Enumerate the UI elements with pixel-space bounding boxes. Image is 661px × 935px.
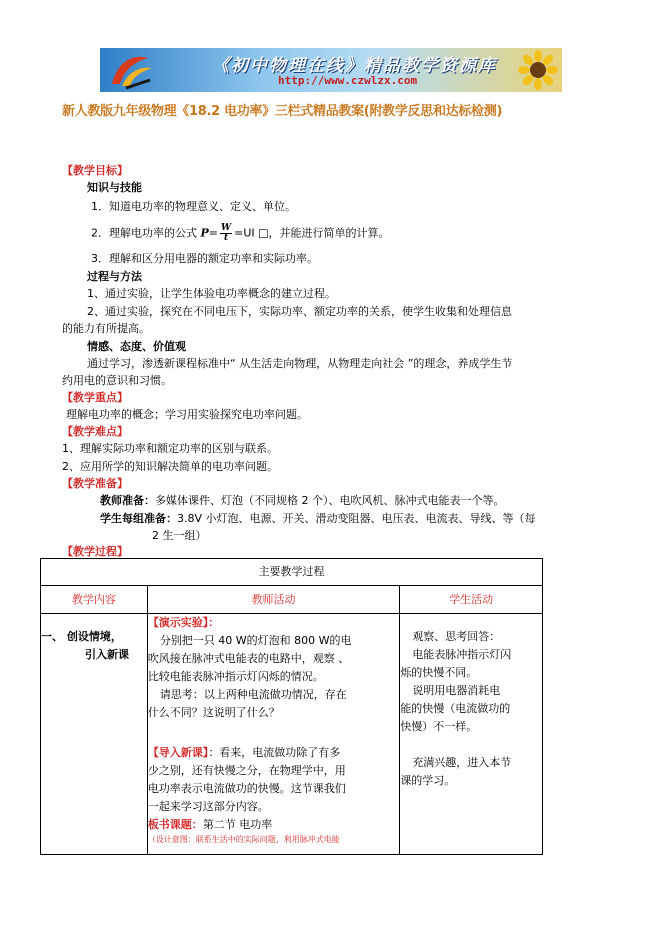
process-item-1: 1、通过实验，让学生体验电功率概念的建立过程。 [87, 287, 336, 300]
demo-label: 【演示实验】： [147, 616, 220, 629]
banner-title: 《初中物理在线》精品教学资源库 [212, 56, 497, 76]
emotion-item-1a: 通过学习，渗透新课程标准中“ 从生活走向物理，从物理走向社会 ”的理念，养成学生节 [87, 357, 513, 370]
knowledge-header: 知识与技能 [87, 181, 142, 194]
teaching-process-table [40, 558, 543, 855]
teacher-prep: 教师准备：多媒体课件、灯泡（不同规格 2 个）、电吹风机、脉冲式电能表一个等。 [100, 494, 505, 507]
student-line: 观察、思考回答： [412, 630, 501, 643]
student-line: 快慢）不一样。 [400, 720, 478, 733]
knowledge-item-2: 2．理解电功率的公式 P= $\frac{W}{t}$ =UI □，并能进行简单的计算。 [91, 223, 390, 243]
board-title: 板书课题：第二节 电功率 [147, 818, 273, 831]
column-header-content: 教学内容 [41, 586, 148, 614]
student-prep: 学生每组准备：3.8V 小灯泡、电源、开关、滑动变阻器、电压表、电流表、导线、等（每 [100, 512, 536, 525]
process-item-2a: 2、通过实验，探究在不同电压下，实际功率、额定功率的关系，使学生收集和处理信息 [87, 305, 512, 318]
design-note: （设计意图：联系生活中的实际问题，利用脉冲式电能 [147, 835, 340, 844]
student-line: 能的快慢（电流做功的 [400, 702, 511, 715]
student-line: 课的学习。 [400, 774, 456, 787]
table-row [41, 614, 543, 855]
knowledge-item-1: 1．知道电功率的物理意义、定义、单位。 [91, 200, 296, 213]
intro-line: 电功率表示电流做功的快慢。这节课我们 [147, 782, 346, 795]
student-line: 充满兴趣，进入本节 [412, 756, 512, 769]
teacher-line: 吹风接在脉冲式电能表的电路中，观察 、 [147, 652, 350, 665]
intro-line: 少之别，还有快慢之分，在物理学中，用 [147, 764, 346, 777]
goals-header: 【教学目标】 [62, 164, 128, 177]
student-prep-cont: 2 生一组） [152, 529, 207, 542]
row-student-cell [400, 614, 543, 855]
intro-line: 一起来学习这部分内容。 [147, 800, 269, 813]
logo-icon [104, 50, 156, 90]
teacher-line: 比较电能表脉冲指示灯闪烁的情况。 [147, 670, 324, 683]
formula-fraction: $\frac{W}{t}$ [221, 223, 232, 243]
student-line: 电能表脉冲指示灯闪 [412, 648, 512, 661]
column-header-teacher: 教师活动 [147, 586, 400, 614]
table-caption: 主要教学过程 [41, 559, 543, 586]
document-title: 新人教版九年级物理《18.2 电功率》三栏式精品教案(附教学反思和达标检测) [62, 104, 503, 119]
teacher-line: 分别把一只 40 W的灯泡和 800 W的电 [159, 634, 352, 647]
knowledge-item-3: 3．理解和区分用电器的额定功率和实际功率。 [91, 252, 318, 265]
process-item-2b: 的能力有所提高。 [62, 322, 150, 335]
difficulty-header: 【教学难点】 [62, 425, 128, 438]
preparation-header: 【教学准备】 [62, 477, 128, 490]
difficulty-item-1: 1、理解实际功率和额定功率的区别与联系。 [62, 442, 278, 455]
teacher-line: 请思考：以上两种电流做功情况，存在 [159, 688, 347, 701]
key-item-1: 理解电功率的概念；学习用实验探究电功率问题。 [66, 408, 308, 421]
sunflower-icon [518, 50, 558, 90]
difficulty-item-2: 2、应用所学的知识解决简单的电功率问题。 [62, 460, 278, 473]
emotion-header: 情感、态度、价值观 [87, 340, 186, 353]
banner-url[interactable]: http://www.czwlzx.com [278, 74, 418, 87]
teacher-line: 什么不同？这说明了什么？ [147, 706, 280, 719]
key-header: 【教学重点】 [62, 391, 128, 404]
emotion-item-1b: 约用电的意识和习惯。 [62, 374, 172, 387]
teaching-process-header: 【教学过程】 [62, 545, 128, 558]
column-header-student: 学生活动 [400, 586, 543, 614]
intro-line: 【导入新课】：看来，电流做功除了有多 [147, 746, 341, 759]
student-line: 烁的快慢不同。 [400, 666, 478, 679]
process-header: 过程与方法 [87, 270, 142, 283]
row-content-cell: 一、 创设情境， 引入新课 [41, 614, 148, 855]
row-teacher-cell [147, 614, 400, 855]
header-banner [100, 48, 562, 92]
student-line: 说明用电器消耗电 [412, 684, 501, 697]
formula-p: P [200, 226, 209, 240]
